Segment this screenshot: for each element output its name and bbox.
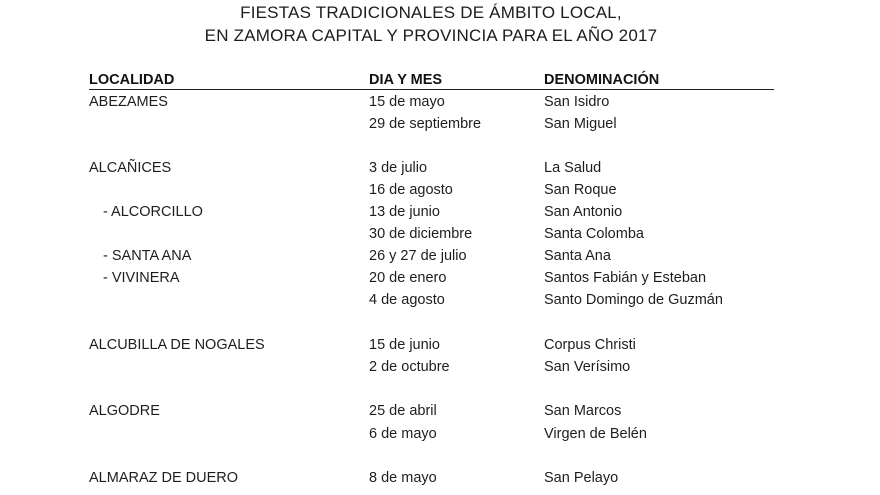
row-denominacion: San Isidro: [544, 94, 610, 110]
row-fecha: 13 de junio: [369, 204, 440, 220]
row-localidad: - VIVINERA: [103, 270, 180, 286]
row-denominacion: San Roque: [544, 182, 617, 198]
row-denominacion: San Antonio: [544, 204, 623, 220]
row-fecha: 25 de abril: [369, 403, 437, 419]
header-rule: [89, 89, 774, 90]
row-fecha: 6 de mayo: [369, 426, 437, 442]
row-fecha: 30 de diciembre: [369, 226, 473, 242]
row-fecha: 2 de octubre: [369, 359, 450, 375]
row-fecha: 26 y 27 de julio: [369, 248, 467, 264]
row-localidad: ALGODRE: [89, 403, 160, 419]
row-fecha: 15 de mayo: [369, 94, 445, 110]
document-title-line-1: FIESTAS TRADICIONALES DE ÁMBITO LOCAL,: [240, 3, 622, 22]
row-localidad: - SANTA ANA: [103, 248, 192, 264]
row-fecha: 29 de septiembre: [369, 116, 482, 132]
column-header-dia-mes: DIA Y MES: [369, 72, 443, 88]
row-denominacion: Santo Domingo de Guzmán: [544, 292, 723, 308]
row-fecha: 16 de agosto: [369, 182, 453, 198]
row-denominacion: Santa Colomba: [544, 226, 644, 242]
row-localidad: ALMARAZ DE DUERO: [89, 470, 239, 486]
row-denominacion: San Miguel: [544, 116, 617, 132]
row-denominacion: San Verísimo: [544, 359, 631, 375]
row-localidad: ALCUBILLA DE NOGALES: [89, 337, 265, 353]
row-denominacion: Santa Ana: [544, 248, 611, 264]
row-denominacion: San Marcos: [544, 403, 622, 419]
row-fecha: 4 de agosto: [369, 292, 445, 308]
document-title-line-2: EN ZAMORA CAPITAL Y PROVINCIA PARA EL AÑO 2017: [204, 26, 658, 45]
row-denominacion: Santos Fabián y Esteban: [544, 270, 707, 286]
row-denominacion: San Pelayo: [544, 470, 619, 486]
row-denominacion: Corpus Christi: [544, 337, 636, 353]
row-fecha: 3 de julio: [369, 160, 428, 176]
row-localidad: - ALCORCILLO: [103, 204, 203, 220]
row-localidad: ALCAÑICES: [89, 160, 172, 176]
row-denominacion: La Salud: [544, 160, 602, 176]
row-fecha: 8 de mayo: [369, 470, 437, 486]
row-fecha: 15 de junio: [369, 337, 440, 353]
column-header-denominacion: DENOMINACIÓN: [544, 72, 660, 88]
row-denominacion: Virgen de Belén: [544, 426, 647, 442]
row-localidad: ABEZAMES: [89, 94, 168, 110]
column-header-localidad: LOCALIDAD: [89, 72, 175, 88]
row-fecha: 20 de enero: [369, 270, 447, 286]
